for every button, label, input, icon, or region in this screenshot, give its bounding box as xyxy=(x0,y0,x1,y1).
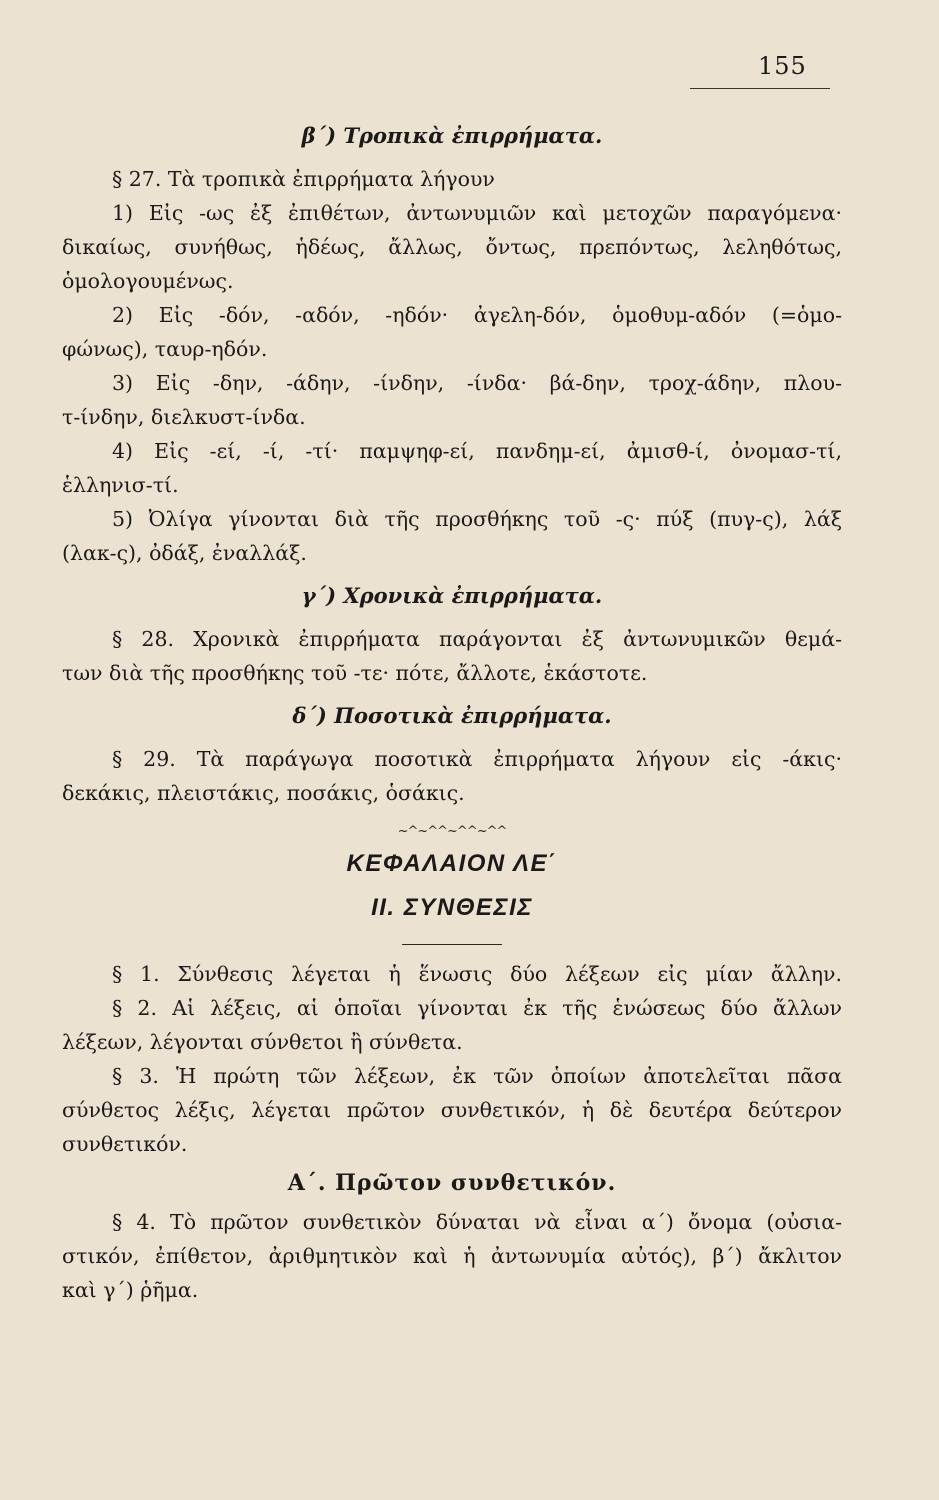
text-line: § 29. Τὰ παράγωγα ποσοτικὰ ἐπιρρήματα λήγουν εἰς -άκις· xyxy=(112,747,842,771)
heading-first-component: Α΄. Πρῶτον συνθετικόν. xyxy=(287,1170,617,1196)
chapter-title: ΚΕΦΑΛΑΙΟΝ ΛΕ΄ xyxy=(346,850,558,877)
chapter-rule xyxy=(402,944,502,945)
chapter-subtitle: ΙΙ. ΣΥΝΘΕΣΙΣ xyxy=(371,894,533,921)
page-number: 155 xyxy=(758,52,807,80)
text-line: ὁμολογουμένως. xyxy=(62,269,234,293)
section-29 xyxy=(62,742,842,810)
text-line: § 2. Αἱ λέξεις, αἱ ὁποῖαι γίνονται ἐκ τῆς ἑνώσεως δύο ἄλλων xyxy=(112,996,842,1020)
text-line: 5) Ὀλίγα γίνονται διὰ τῆς προσθήκης τοῦ -ς· πύξ (πυγ-ς), λάξ xyxy=(112,507,842,531)
text-line: σύνθετος λέξις, λέγεται πρῶτον συνθετικόν, ἡ δὲ δευτέρα δεύτερον xyxy=(62,1098,842,1122)
text-line: § 1. Σύνθεσις λέγεται ἡ ἕνωσις δύο λέξεων εἰς μίαν ἄλλην. xyxy=(112,962,842,986)
text-line: 3) Εἰς -δην, -άδην, -ίνδην, -ίνδα· βά-δην, τροχ-άδην, πλου- xyxy=(112,371,842,395)
text-line: δικαίως, συνήθως, ἡδέως, ἄλλως, ὄντως, πρεπόντως, λεληθότως, xyxy=(62,235,842,259)
text-line: ἑλληνισ-τί. xyxy=(62,473,179,497)
text-line: 1) Εἰς -ως ἐξ ἐπιθέτων, ἀντωνυμιῶν καὶ μετοχῶν παραγόμενα· xyxy=(112,201,842,225)
text-line: στικόν, ἐπίθετον, ἀριθμητικὸν καὶ ἡ ἀντωνυμία αὐτός), β΄) ἄκλιτον xyxy=(62,1244,842,1268)
text-line: 2) Εἰς -δόν, -αδόν, -ηδόν· ἀγελη-δόν, ὁμοθυμ-αδόν (=ὁμο- xyxy=(112,303,842,327)
text-line: § 3. Ἡ πρώτη τῶν λέξεων, ἐκ τῶν ὁποίων ἀποτελεῖται πᾶσα xyxy=(112,1064,842,1088)
heading-posotika: δ΄) Ποσοτικὰ ἐπιρρήματα. xyxy=(292,703,612,728)
page-content xyxy=(62,110,842,1307)
text-line: § 28. Χρονικὰ ἐπιρρήματα παράγονται ἐξ ἀντωνυμικῶν θεμά- xyxy=(112,627,842,651)
text-line: φώνως), ταυρ-ηδόν. xyxy=(62,337,268,361)
text-line: των διὰ τῆς προσθήκης τοῦ -τε· πότε, ἄλλοτε, ἑκάστοτε. xyxy=(62,661,648,685)
text-line: δεκάκις, πλειστάκις, ποσάκις, ὁσάκις. xyxy=(62,781,465,805)
section-27 xyxy=(62,162,842,570)
text-line: καὶ γ΄) ῥῆμα. xyxy=(62,1278,199,1302)
text-line: συνθετικόν. xyxy=(62,1132,188,1156)
heading-tropika: β΄) Τροπικὰ ἐπιρρήματα. xyxy=(301,123,603,148)
text-line: λέξεων, λέγονται σύνθετοι ἢ σύνθετα. xyxy=(62,1030,463,1054)
heading-chronika: γ΄) Χρονικὰ ἐπιρρήματα. xyxy=(301,583,603,608)
section-4 xyxy=(62,1205,842,1307)
section-28 xyxy=(62,622,842,690)
ornament-divider: ~^~^^~^^~^^ xyxy=(397,824,507,839)
text-line: § 4. Τὸ πρῶτον συνθετικὸν δύναται νὰ εἶναι α΄) ὄνομα (οὐσια- xyxy=(112,1210,842,1234)
section-synthesis xyxy=(62,957,842,1161)
text-line: 4) Εἰς -εί, -ί, -τί· παμψηφ-εί, πανδημ-εί, ἀμισθ-ί, ὀνομασ-τί, xyxy=(112,439,842,463)
header-rule xyxy=(690,88,830,89)
text-line: § 27. Τὰ τροπικὰ ἐπιρρήματα λήγουν xyxy=(112,167,495,191)
text-line: (λακ-ς), ὀδάξ, ἐναλλάξ. xyxy=(62,541,307,565)
text-line: τ-ίνδην, διελκυστ-ίνδα. xyxy=(62,405,306,429)
